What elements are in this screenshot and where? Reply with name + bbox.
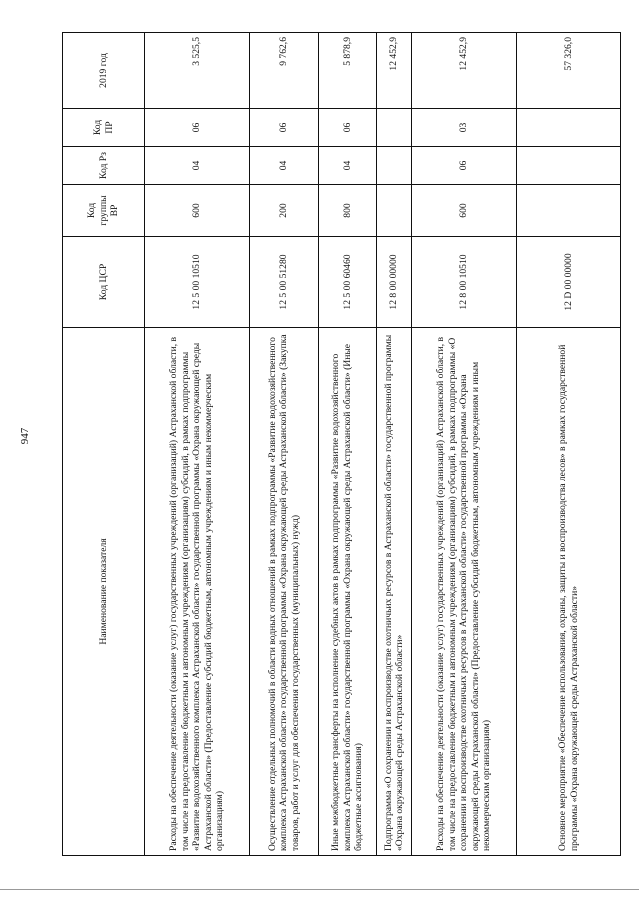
row-pr: 06: [319, 109, 377, 147]
col-header-rz: Код Рз: [63, 147, 145, 185]
row-vr: 600: [412, 185, 517, 237]
row-amount: 5 878,9: [319, 33, 377, 109]
row-rz: 04: [145, 147, 250, 185]
col-header-vr: Код группы ВР: [63, 185, 145, 237]
row-rz: 04: [250, 147, 319, 185]
row-pr: 06: [145, 109, 250, 147]
row-amount: 3 525,5: [145, 33, 250, 109]
row-name: Расходы на обеспечение деятельности (оказание услуг) государственных учреждений (организаций) Астраханской области, в том числе на предоставление бюджетным и автономным учреждениям (организациям) субсидий, в рамках подпрограммы «О сохранении и воспроизводстве охотничьих ресурсов в Астраханской области» государственной программы «Охрана окружающей среды Астраханской области» (Предоставление субсидий бюджетным, автономным учреждениям и иным некоммерческим организациям): [412, 328, 517, 856]
table-row: [412, 33, 517, 856]
row-vr: [517, 185, 621, 237]
budget-table: [62, 32, 621, 856]
scan-edge-line: [0, 889, 639, 890]
col-header-name: Наименование показателя: [63, 328, 145, 856]
row-name: Основное мероприятие «Обеспечение использования, охраны, защиты и воспроизводства лесов» в рамках государственной программы «Охрана окружающей среды Астраханской области»: [517, 328, 621, 856]
row-name: Осуществление отдельных полномочий в области водных отношений в рамках подпрограммы «Развитие водохозяйственного комплекса Астраханской области» государственной программы «Охрана окружающей среды Астраханской области» (Закупка товаров, работ и услуг для обеспечения государственных (муниципальных) нужд): [250, 328, 319, 856]
page-number: 947: [19, 427, 31, 445]
table-row: [377, 33, 412, 856]
row-csr: 12 5 00 51280: [250, 237, 319, 328]
row-amount: 12 452,9: [412, 33, 517, 109]
table-row: [319, 33, 377, 856]
row-name: Иные межбюджетные трансферты на исполнение судебных актов в рамках подпрограммы «Развитие водохозяйственного комплекса Астраханской области» государственной программы «Охрана окружающей среды Астраханской области» (Иные бюджетные ассигнования): [319, 328, 377, 856]
table-row: [517, 33, 621, 856]
row-csr: 12 8 00 00000: [377, 237, 412, 328]
col-header-2019: 2019 год: [63, 33, 145, 109]
row-amount: 57 326,0: [517, 33, 621, 109]
row-rz: 04: [319, 147, 377, 185]
row-rz: [377, 147, 412, 185]
table-row: [250, 33, 319, 856]
col-header-pr: Код ПР: [63, 109, 145, 147]
row-name: Подпрограмма «О сохранении и воспроизводстве охотничьих ресурсов в Астраханской области» государственной программы «Охрана окружающей среды Астраханской области»: [377, 328, 412, 856]
table-header-row: [63, 33, 145, 856]
row-amount: 9 762,6: [250, 33, 319, 109]
row-pr: 06: [250, 109, 319, 147]
row-csr: 12 D 00 00000: [517, 237, 621, 328]
row-vr: 800: [319, 185, 377, 237]
row-name: Расходы на обеспечение деятельности (оказание услуг) государственных учреждений (организаций) Астраханской области, в том числе на предоставление бюджетным и автономным учреждениям (организациям) субсидий, в рамках подпрограммы «Развитие водохозяйственного комплекса Астраханской области» государственной программы «Охрана окружающей среды Астраханской области» (Предоставление субсидий бюджетным, автономным учреждениям и иным некоммерческим организациям): [145, 328, 250, 856]
row-csr: 12 5 00 10510: [145, 237, 250, 328]
row-vr: [377, 185, 412, 237]
row-pr: [377, 109, 412, 147]
row-vr: 200: [250, 185, 319, 237]
row-vr: 600: [145, 185, 250, 237]
table-row: [145, 33, 250, 856]
row-pr: 03: [412, 109, 517, 147]
row-rz: [517, 147, 621, 185]
row-csr: 12 8 00 10510: [412, 237, 517, 328]
col-header-csr: Код ЦСР: [63, 237, 145, 328]
row-pr: [517, 109, 621, 147]
row-rz: 06: [412, 147, 517, 185]
row-csr: 12 5 00 60460: [319, 237, 377, 328]
row-amount: 12 452,9: [377, 33, 412, 109]
